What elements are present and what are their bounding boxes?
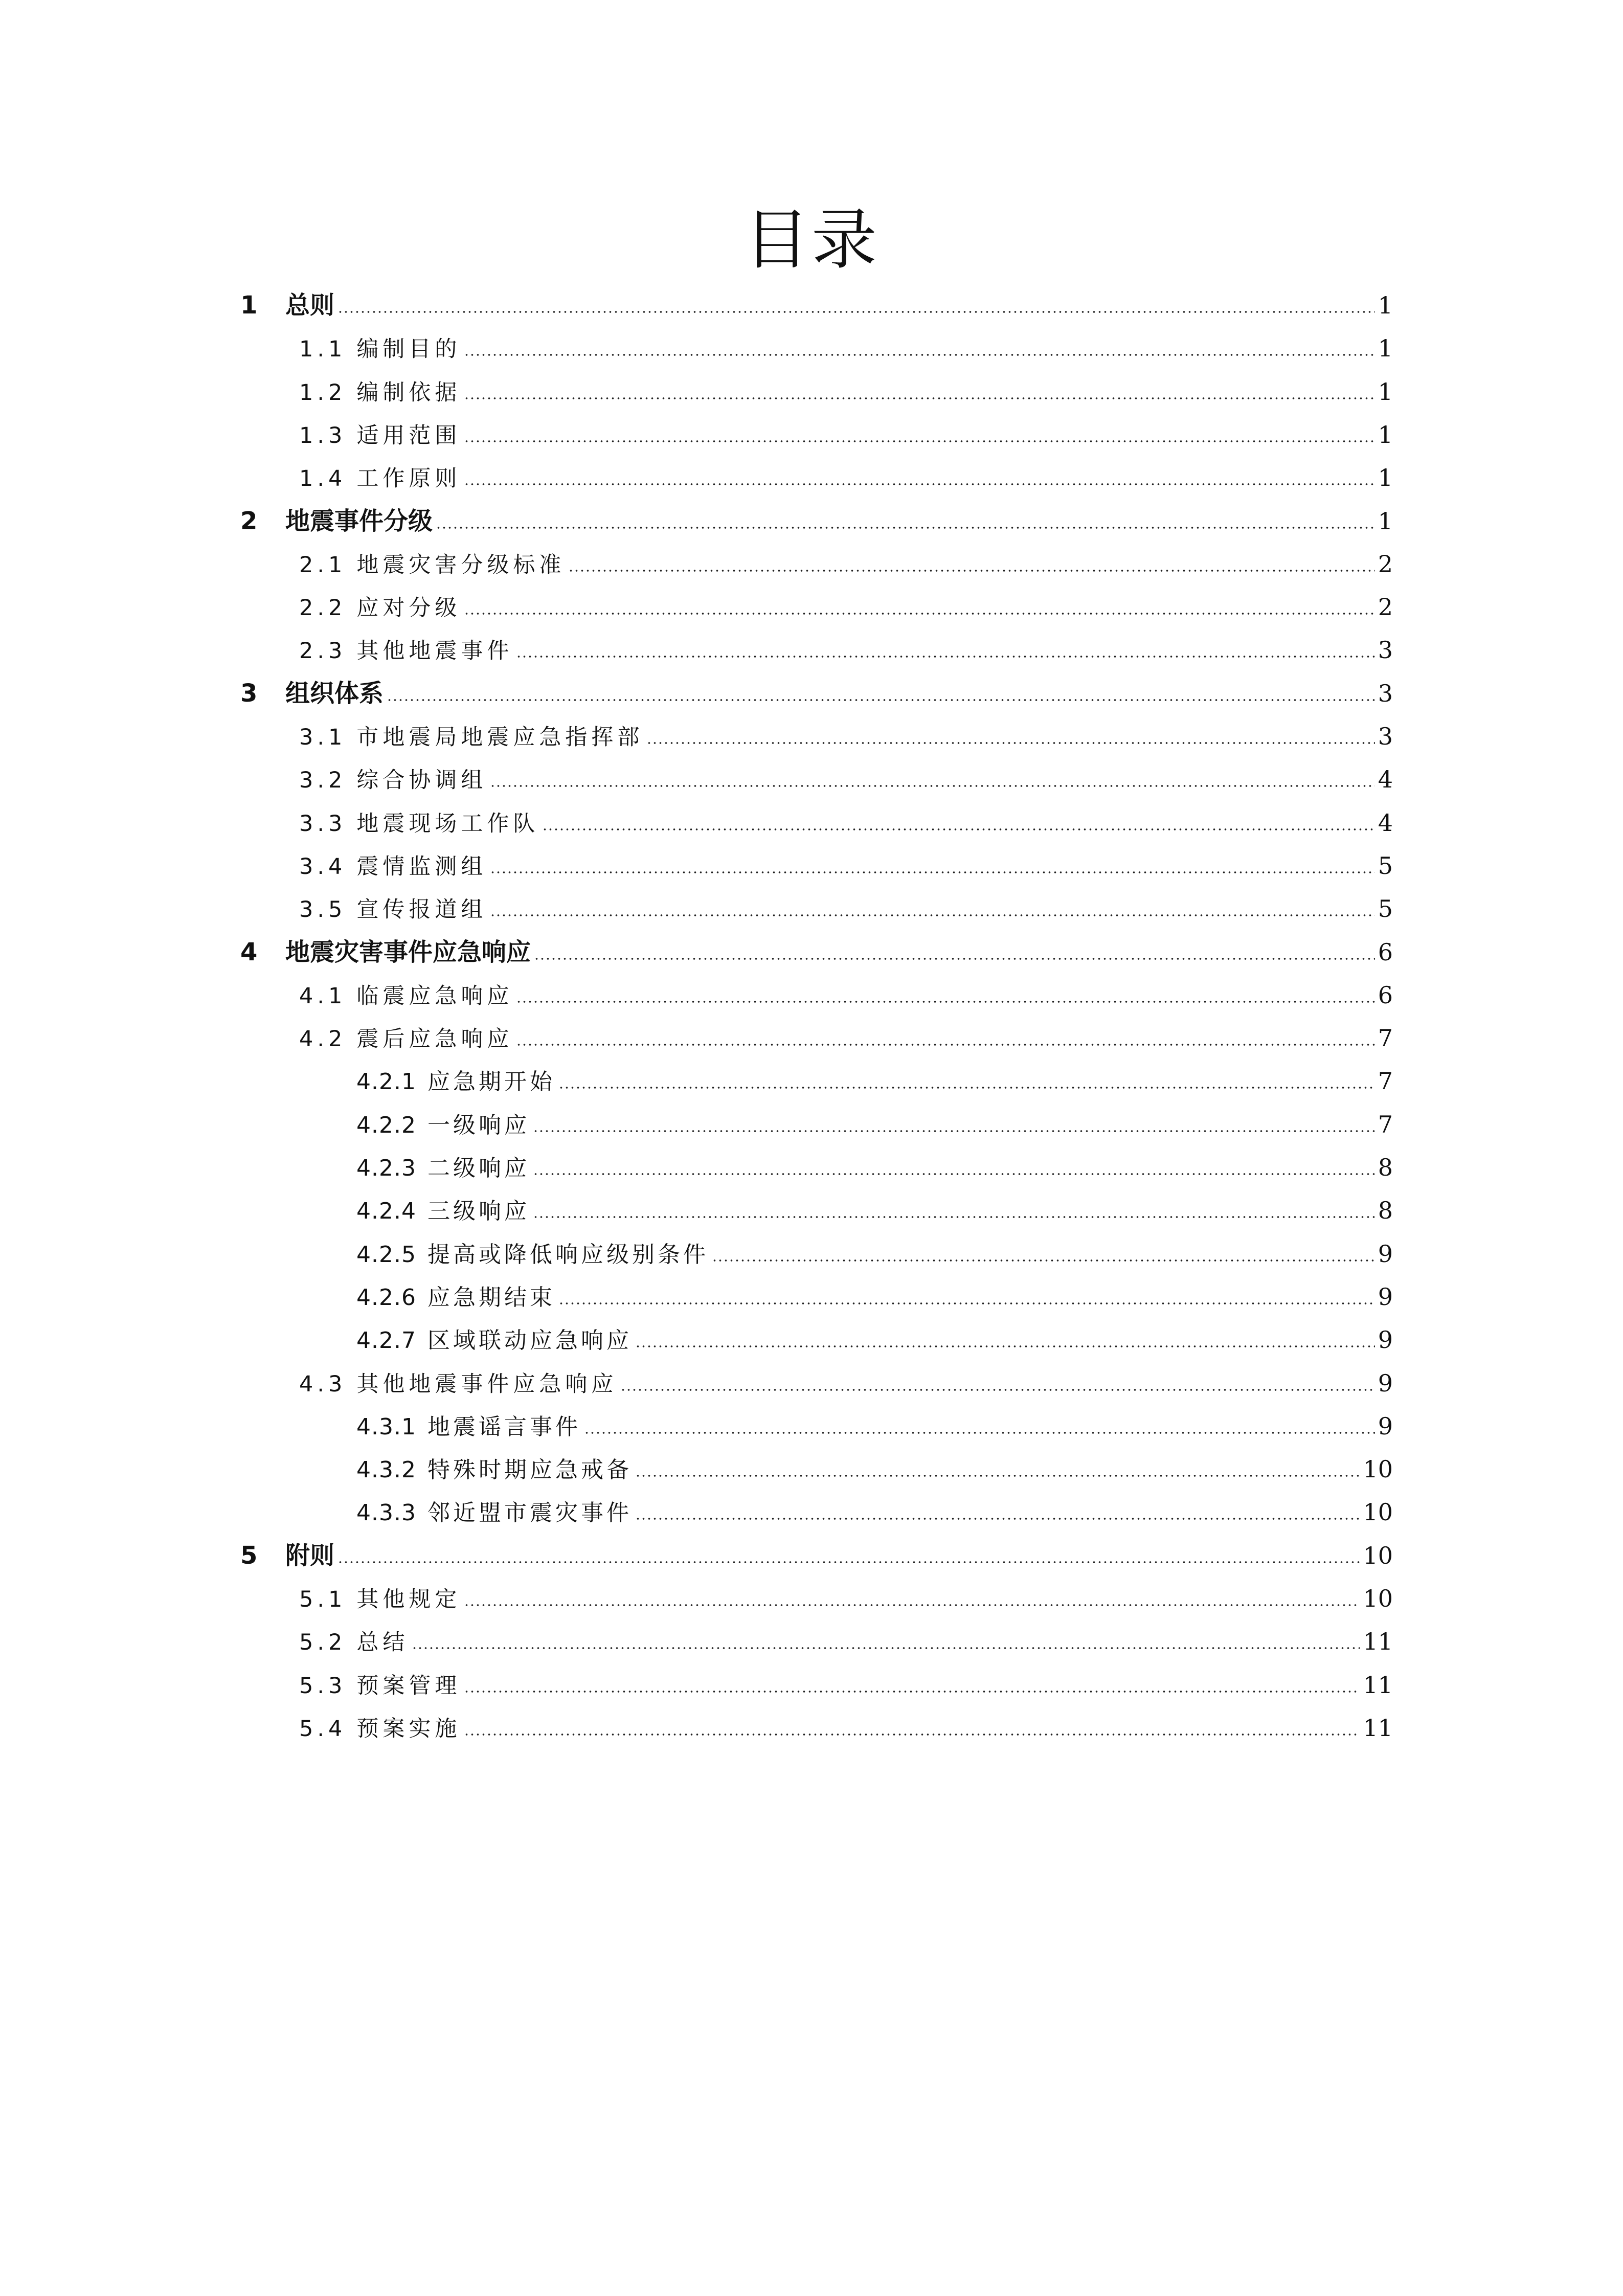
dot-leader (646, 742, 1374, 744)
dot-leader (464, 613, 1374, 615)
dot-leader (464, 354, 1374, 356)
toc-entry-number: 5.1 (299, 1587, 347, 1612)
toc-entry-5-1[interactable] (299, 1577, 1393, 1620)
dot-leader (516, 656, 1374, 658)
toc-entry-number: 4.2.3 (356, 1155, 416, 1181)
toc-entry-page-number: 11 (1363, 1714, 1393, 1742)
toc-entry-page-number: 10 (1363, 1541, 1393, 1569)
toc-entry-title: 适用范围 (356, 422, 461, 448)
toc-entry-title: 预案实施 (356, 1716, 461, 1742)
toc-entry-page-number: 1 (1378, 507, 1393, 535)
toc-entry-page-number: 6 (1378, 938, 1393, 966)
toc-entry-number: 2 (240, 506, 258, 535)
toc-entry-4-2-7[interactable] (356, 1318, 1393, 1361)
toc-entry-number: 4.3.1 (356, 1413, 416, 1440)
dot-leader (712, 1259, 1375, 1262)
toc-entry-title: 应急期开始 (427, 1069, 555, 1095)
toc-entry-4-3-2[interactable] (356, 1448, 1393, 1491)
toc-entry-title: 三级响应 (427, 1198, 530, 1225)
dot-leader (620, 1389, 1374, 1391)
toc-entry-number: 4.2.5 (356, 1241, 416, 1268)
toc-entry-number: 3 (240, 679, 258, 708)
toc-entry-page-number: 3 (1378, 723, 1393, 750)
toc-entry-number: 2.2 (299, 595, 347, 621)
toc-entry-5[interactable] (240, 1534, 1393, 1577)
toc-entry-5-2[interactable] (299, 1620, 1393, 1663)
dot-leader (568, 570, 1374, 572)
toc-entry-title: 附则 (285, 1541, 335, 1570)
toc-entry-3-3[interactable] (299, 801, 1393, 844)
toc-entry-page-number: 1 (1378, 420, 1393, 448)
toc-entry-number: 4.2.7 (356, 1327, 416, 1354)
dot-leader (635, 1518, 1360, 1520)
dot-leader (436, 527, 1375, 529)
toc-entry-number: 3.3 (299, 811, 347, 837)
toc-entry-4-2-3[interactable] (356, 1146, 1393, 1189)
toc-entry-title: 总结 (356, 1630, 409, 1656)
toc-entry-title: 二级响应 (427, 1155, 530, 1181)
toc-entry-page-number: 9 (1378, 1282, 1393, 1311)
toc-entry-page-number: 7 (1378, 1067, 1393, 1095)
toc-entry-title: 邻近盟市震灾事件 (427, 1500, 632, 1526)
dot-leader (584, 1432, 1375, 1434)
toc-entry-4-1[interactable] (299, 974, 1393, 1017)
dot-leader (635, 1345, 1375, 1347)
toc-entry-title: 应急期结束 (427, 1284, 555, 1311)
toc-entry-title: 编制依据 (356, 379, 461, 406)
dot-leader (464, 1604, 1360, 1606)
toc-entry-number: 4.1 (299, 983, 347, 1009)
toc-entry-number: 3.4 (299, 853, 347, 880)
dot-leader (516, 1044, 1374, 1046)
toc-entry-4-2-1[interactable] (356, 1060, 1393, 1102)
toc-entry-1[interactable] (240, 284, 1393, 327)
dot-leader (542, 828, 1374, 830)
toc-entry-page-number: 10 (1363, 1498, 1393, 1526)
toc-entry-4[interactable] (240, 931, 1393, 974)
dot-leader (464, 1734, 1360, 1736)
toc-entry-page-number: 11 (1363, 1671, 1393, 1699)
toc-entry-2[interactable] (240, 500, 1393, 543)
toc-entry-title: 市地震局地震应急指挥部 (356, 725, 644, 750)
toc-entry-title: 其他地震事件 (356, 638, 513, 664)
toc-entry-2-2[interactable] (299, 586, 1393, 628)
toc-entry-number: 1.1 (299, 336, 347, 363)
toc-entry-4-2-4[interactable] (356, 1189, 1393, 1232)
toc-entry-3-5[interactable] (299, 887, 1393, 930)
toc-entry-title: 总则 (285, 291, 335, 320)
dot-leader (337, 1561, 1360, 1563)
toc-entry-number: 3.5 (299, 897, 347, 923)
toc-entry-2-1[interactable] (299, 543, 1393, 586)
toc-entry-number: 5.2 (299, 1630, 347, 1656)
toc-entry-4-2-2[interactable] (356, 1103, 1393, 1146)
toc-entry-title: 综合协调组 (356, 768, 487, 794)
toc-entry-page-number: 9 (1378, 1240, 1393, 1268)
toc-entry-title: 地震事件分级 (285, 506, 433, 535)
toc-entry-number: 3.2 (299, 768, 347, 794)
toc-entry-number: 3.1 (299, 725, 347, 750)
toc-entry-2-3[interactable] (299, 628, 1393, 671)
dot-leader (464, 440, 1374, 442)
toc-entry-title: 宣传报道组 (356, 897, 487, 923)
toc-entry-page-number: 10 (1363, 1585, 1393, 1612)
toc-entry-3-1[interactable] (299, 715, 1393, 758)
toc-entry-number: 4.3.2 (356, 1457, 416, 1483)
toc-entry-title: 预案管理 (356, 1673, 461, 1699)
toc-entry-title: 应对分级 (356, 595, 461, 621)
dot-leader (533, 1216, 1375, 1218)
toc-entry-number: 5 (240, 1541, 258, 1570)
dot-leader (464, 483, 1374, 485)
toc-entry-page-number: 4 (1378, 766, 1393, 794)
toc-entry-title: 特殊时期应急戒备 (427, 1457, 632, 1483)
toc-entry-page-number: 1 (1378, 464, 1393, 492)
toc-entry-4-3-1[interactable] (356, 1405, 1393, 1448)
toc-entry-title: 临震应急响应 (356, 983, 513, 1009)
toc-entry-title: 其他规定 (356, 1587, 461, 1612)
toc-entry-page-number: 3 (1378, 636, 1393, 664)
toc-entry-title: 地震谣言事件 (427, 1413, 581, 1440)
dot-leader (490, 871, 1374, 873)
toc-entry-3-2[interactable] (299, 758, 1393, 801)
toc-entry-3[interactable] (240, 672, 1393, 715)
dot-leader (533, 1130, 1375, 1132)
toc-entry-page-number: 9 (1378, 1412, 1393, 1440)
toc-entry-number: 1.2 (299, 379, 347, 406)
toc-entry-4-2-5[interactable] (356, 1232, 1393, 1275)
toc-entry-number: 5.3 (299, 1673, 347, 1699)
toc-entry-number: 4.2.6 (356, 1284, 416, 1311)
toc-entry-page-number: 1 (1378, 334, 1393, 363)
toc-entry-number: 4.2.4 (356, 1198, 416, 1225)
toc-entry-1-2[interactable] (299, 370, 1393, 413)
toc-entry-4-3[interactable] (299, 1362, 1393, 1405)
toc-entry-number: 4.2 (299, 1026, 347, 1052)
toc-entry-page-number: 7 (1378, 1110, 1393, 1138)
toc-entry-number: 2.1 (299, 552, 347, 578)
toc-entry-1-4[interactable] (299, 456, 1393, 499)
toc-entry-title: 震情监测组 (356, 853, 487, 880)
toc-entry-page-number: 1 (1378, 291, 1393, 319)
dot-leader (464, 397, 1374, 399)
toc-entry-title: 震后应急响应 (356, 1026, 513, 1052)
dot-leader (635, 1475, 1360, 1477)
toc-entry-number: 4 (240, 937, 258, 966)
toc-entry-page-number: 8 (1378, 1154, 1393, 1181)
toc-entry-title: 编制目的 (356, 336, 461, 363)
toc-entry-1-1[interactable] (299, 327, 1393, 370)
toc-entry-title: 地震灾害分级标准 (356, 552, 566, 578)
toc-entry-title: 其他地震事件应急响应 (356, 1371, 618, 1397)
page-title: 目录 (743, 202, 879, 278)
toc-entry-5-4[interactable] (299, 1706, 1393, 1749)
toc-entry-page-number: 5 (1378, 851, 1393, 880)
dot-leader (412, 1647, 1360, 1649)
toc-entry-4-3-3[interactable] (356, 1491, 1393, 1534)
dot-leader (490, 914, 1374, 916)
toc-entry-page-number: 3 (1378, 679, 1393, 707)
toc-entry-number: 5.4 (299, 1716, 347, 1742)
toc-entry-page-number: 8 (1378, 1197, 1393, 1225)
toc-entry-number: 4.3 (299, 1371, 347, 1397)
toc-entry-title: 区域联动应急响应 (427, 1327, 632, 1354)
toc-entry-page-number: 9 (1378, 1369, 1393, 1397)
toc-entry-page-number: 2 (1378, 593, 1393, 621)
toc-entry-number: 1.3 (299, 422, 347, 448)
toc-entry-page-number: 11 (1363, 1628, 1393, 1656)
dot-leader (490, 785, 1374, 787)
toc-entry-page-number: 5 (1378, 895, 1393, 923)
toc-entry-number: 4.2.1 (356, 1069, 416, 1095)
toc-entry-number: 4.3.3 (356, 1500, 416, 1526)
toc-entry-page-number: 2 (1378, 550, 1393, 578)
toc-entry-page-number: 9 (1378, 1326, 1393, 1354)
toc-entry-1-3[interactable] (299, 413, 1393, 456)
dot-leader (558, 1302, 1375, 1304)
toc-entry-5-3[interactable] (299, 1663, 1393, 1706)
toc-entry-title: 地震灾害事件应急响应 (285, 937, 531, 966)
dot-leader (533, 1173, 1375, 1175)
dot-leader (464, 1691, 1360, 1693)
toc-entry-title: 提高或降低响应级别条件 (427, 1241, 709, 1268)
dot-leader (516, 1001, 1374, 1003)
toc-entry-number: 1.4 (299, 466, 347, 492)
toc-entry-4-2[interactable] (299, 1017, 1393, 1060)
toc-entry-3-4[interactable] (299, 844, 1393, 887)
toc-entry-page-number: 4 (1378, 808, 1393, 837)
toc-entry-number: 4.2.2 (356, 1112, 416, 1138)
toc-entry-4-2-6[interactable] (356, 1275, 1393, 1318)
dot-leader (337, 311, 1375, 313)
toc-entry-number: 2.3 (299, 638, 347, 664)
dot-leader (387, 699, 1375, 701)
toc-entry-page-number: 1 (1378, 377, 1393, 406)
toc-entry-page-number: 7 (1378, 1024, 1393, 1052)
toc-entry-page-number: 10 (1363, 1455, 1393, 1483)
toc-entry-title: 一级响应 (427, 1112, 530, 1138)
toc-entry-title: 工作原则 (356, 466, 461, 492)
dot-leader (558, 1087, 1375, 1089)
toc-entry-page-number: 6 (1378, 981, 1393, 1009)
toc-entry-title: 组织体系 (285, 679, 384, 708)
dot-leader (534, 958, 1375, 960)
toc-entry-number: 1 (240, 291, 258, 320)
toc-entry-title: 地震现场工作队 (356, 811, 539, 837)
